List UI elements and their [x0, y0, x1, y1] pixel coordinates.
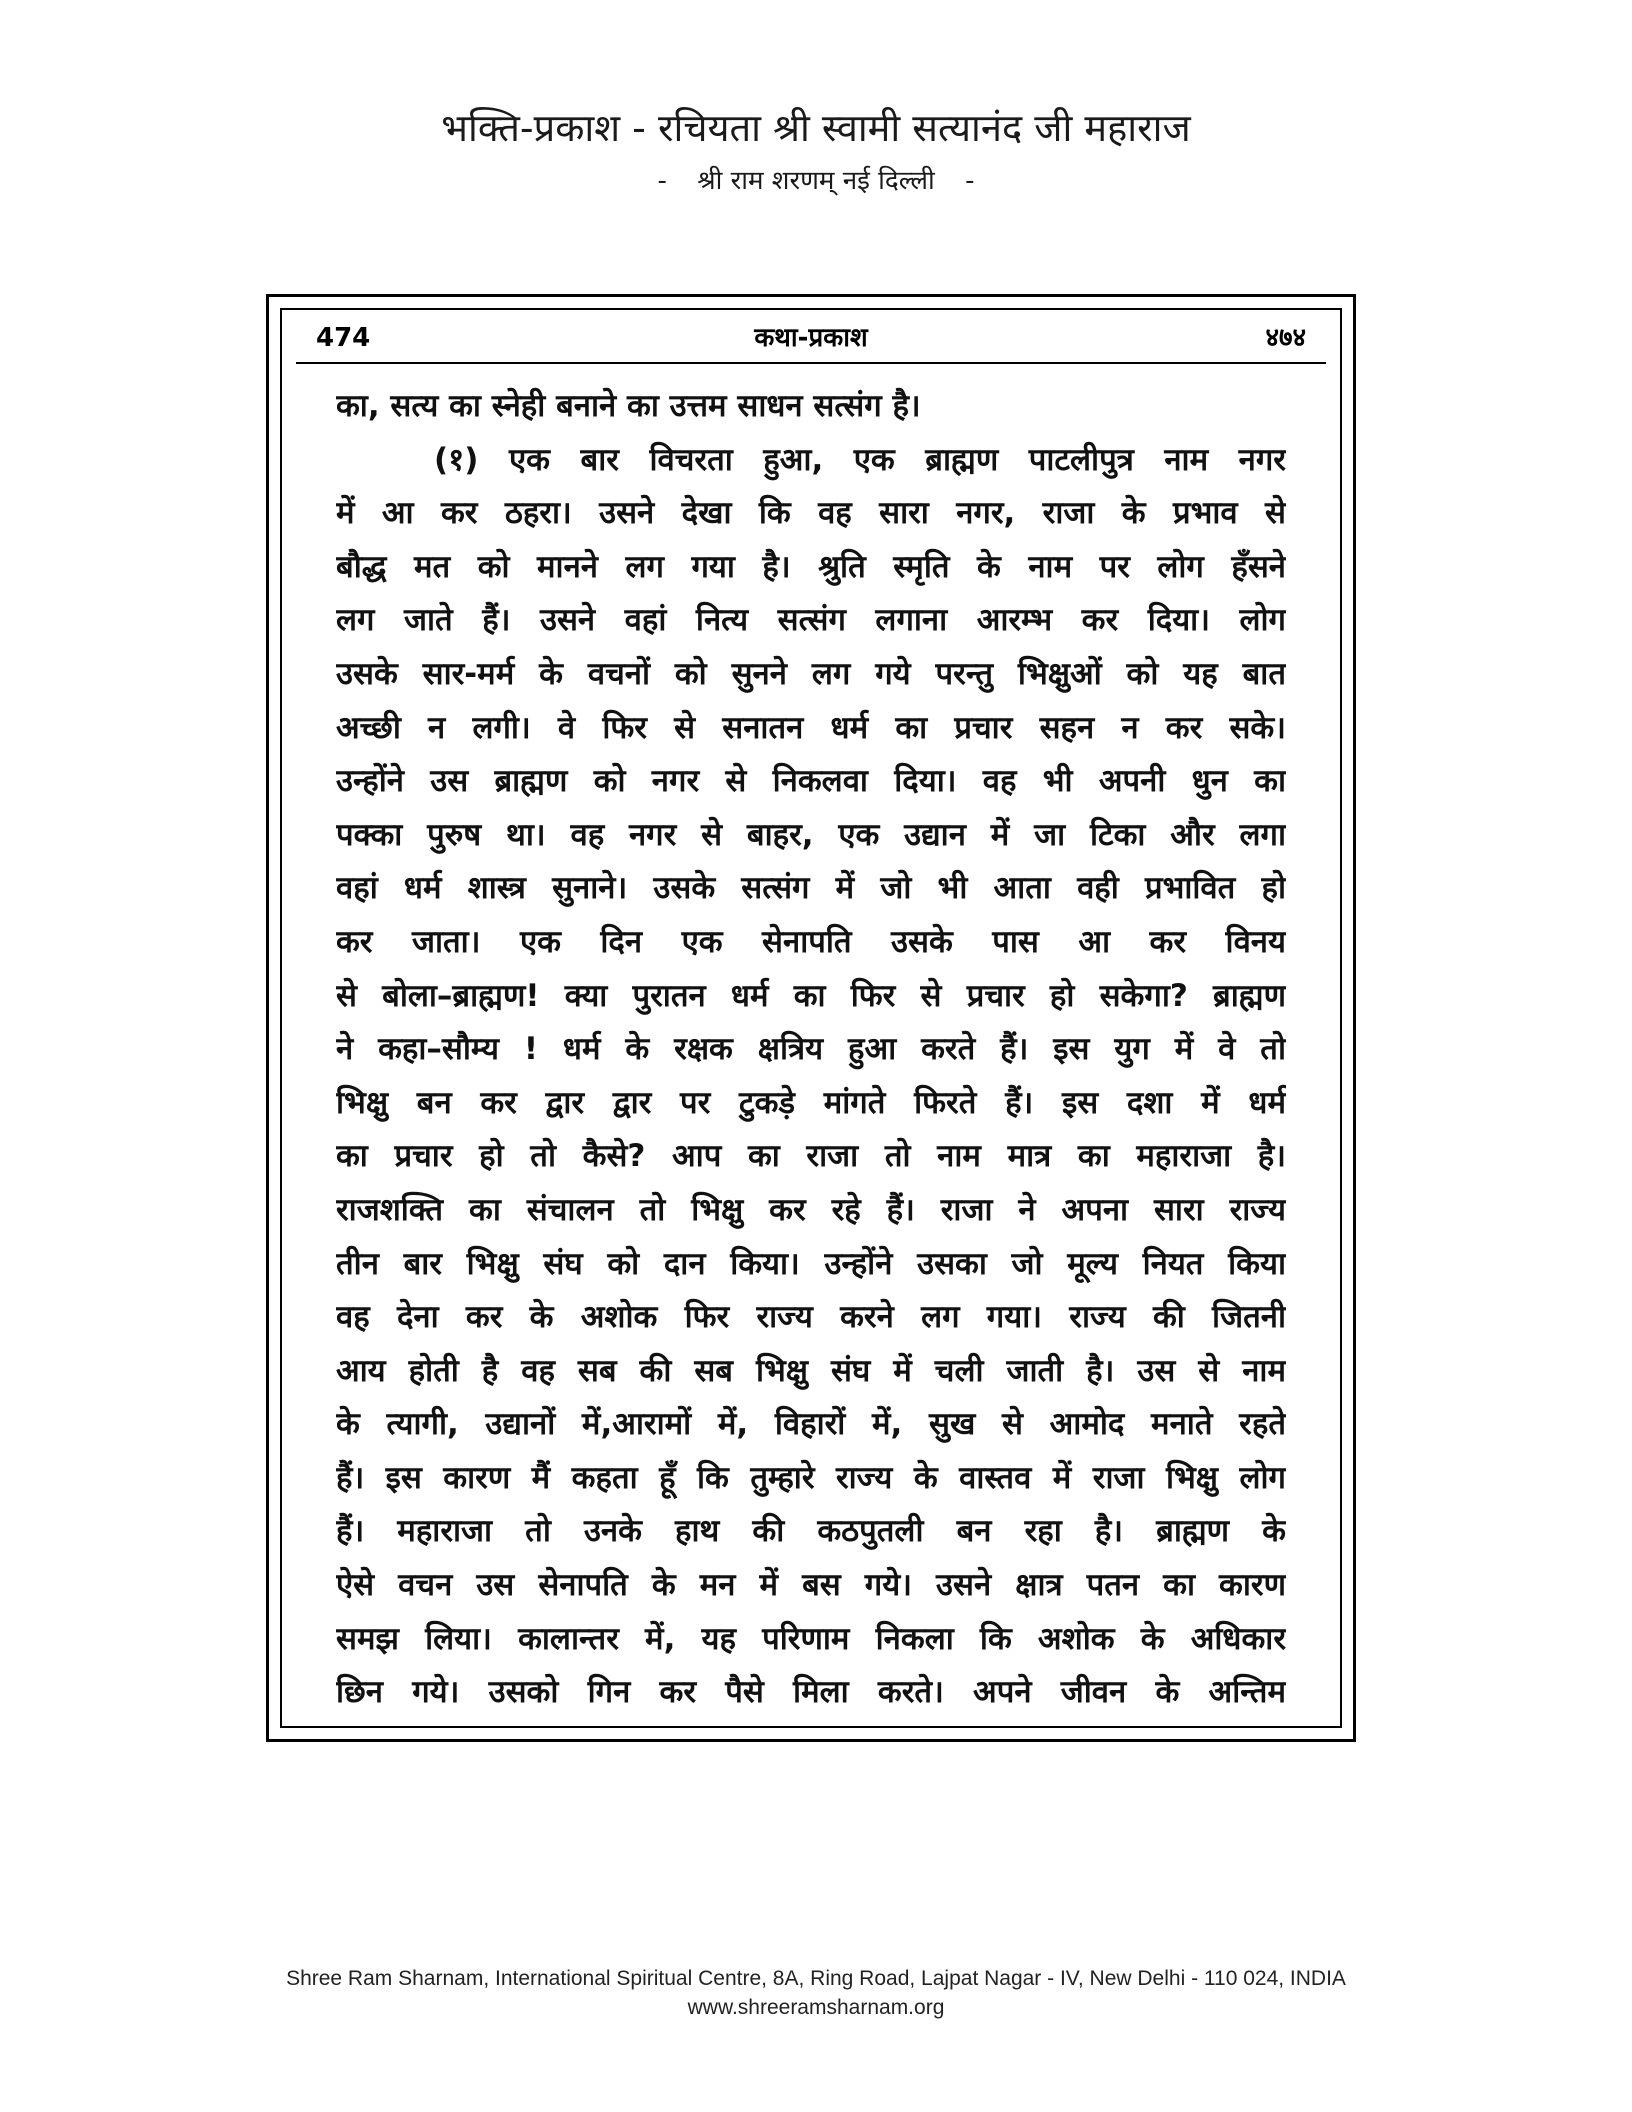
text-line: समझ लिया। कालान्तर में, यह परिणाम निकला कि अशोक के अधिकार	[336, 1620, 1286, 1657]
subtitle-text: श्री राम शरणम् नई दिल्ली	[697, 166, 935, 196]
subtitle-dash-right: -	[965, 166, 975, 196]
text-line: भिक्षु बन कर द्वार द्वार पर टुकड़े मांगते फिरते हैं। इस दशा में धर्म	[336, 1084, 1286, 1121]
text-line: का, सत्य का स्नेही बनाने का उत्तम साधन सत्संग है।	[336, 388, 921, 424]
page-number-latin: 474	[316, 323, 371, 353]
text-line: लग जाते हैं। उसने वहां नित्य सत्संग लगाना आरम्भ कर दिया। लोग	[336, 602, 1286, 639]
text-line: आय होती है वह सब की सब भिक्षु संघ में चली जाती है। उस से नाम	[336, 1352, 1286, 1389]
text-line: वहां धर्म शास्त्र सुनाने। उसके सत्संग में जो भी आता वही प्रभावित हो	[336, 870, 1286, 907]
text-line: हैं। इस कारण मैं कहता हूँ कि तुम्हारे राज्य के वास्तव में राजा भिक्षु लोग	[336, 1459, 1286, 1496]
book-header-subtitle	[0, 164, 1632, 198]
subtitle-dash-left: -	[657, 166, 667, 196]
text-line: उसके सार-मर्म के वचनों को सुनने लग गये परन्तु भिक्षुओं को यह बात	[336, 655, 1286, 692]
text-line: का प्रचार हो तो कैसे? आप का राजा तो नाम मात्र का महाराजा है।	[336, 1138, 1286, 1175]
text-line: छिन गये। उसको गिन कर पैसे मिला करते। अपने जीवन के अन्तिम	[336, 1674, 1286, 1711]
text-line: पक्का पुरुष था। वह नगर से बाहर, एक उद्यान में जा टिका और लगा	[336, 816, 1286, 853]
text-line: हैं। महाराजा तो उनके हाथ की कठपुतली बन रहा है। ब्राह्मण के	[336, 1513, 1286, 1550]
footer-address: Shree Ram Sharnam, International Spiritual Centre, 8A, Ring Road, Lajpat Nagar - IV, New Delhi - 110 024, INDIA	[286, 1967, 1346, 1990]
text-line: तीन बार भिक्षु संघ को दान किया। उन्होंने उसका जो मूल्य नियत किया	[336, 1245, 1286, 1282]
text-line: उन्होंने उस ब्राह्मण को नगर से निकलवा दिया। वह भी अपनी धुन का	[336, 763, 1286, 800]
body-text	[336, 380, 1286, 1720]
text-line: के त्यागी, उद्यानों में,आरामों में, विहारों में, सुख से आमोद मनाते रहते	[336, 1406, 1286, 1443]
book-header-title: भक्ति-प्रकाश - रचियता श्री स्वामी सत्यानंद जी महाराज	[441, 106, 1191, 150]
text-line: वह देना कर के अशोक फिर राज्य करने लग गया। राज्य की जितनी	[336, 1299, 1286, 1336]
footer-website-link[interactable]: www.shreeramsharnam.org	[687, 1996, 945, 2019]
text-line: बौद्ध मत को मानने लग गया है। श्रुति स्मृति के नाम पर लोग हँसने	[336, 548, 1286, 585]
running-head	[296, 318, 1326, 358]
text-line: (१) एक बार विचरता हुआ, एक ब्राह्मण पाटलीपुत्र नाम नगर	[434, 441, 1286, 478]
running-title: कथा-प्रकाश	[754, 323, 868, 353]
text-line: से बोला–ब्राह्मण! क्या पुरातन धर्म का फिर से प्रचार हो सकेगा? ब्राह्मण	[336, 977, 1286, 1014]
text-line: में आ कर ठहरा। उसने देखा कि वह सारा नगर, राजा के प्रभाव से	[336, 495, 1286, 532]
text-line: कर जाता। एक दिन एक सेनापति उसके पास आ कर विनय	[336, 923, 1286, 960]
text-line: ने कहा–सौम्य ! धर्म के रक्षक क्षत्रिय हुआ करते हैं। इस युग में वे तो	[336, 1031, 1286, 1068]
text-line: अच्छी न लगी। वे फिर से सनातन धर्म का प्रचार सहन न कर सके।	[336, 709, 1286, 746]
header-rule	[296, 362, 1326, 364]
text-line: राजशक्ति का संचालन तो भिक्षु कर रहे हैं। राजा ने अपना सारा राज्य	[336, 1191, 1286, 1228]
page-number-devanagari: ४७४	[1265, 323, 1306, 353]
text-line: ऐसे वचन उस सेनापति के मन में बस गये। उसने क्षात्र पतन का कारण	[336, 1567, 1286, 1604]
